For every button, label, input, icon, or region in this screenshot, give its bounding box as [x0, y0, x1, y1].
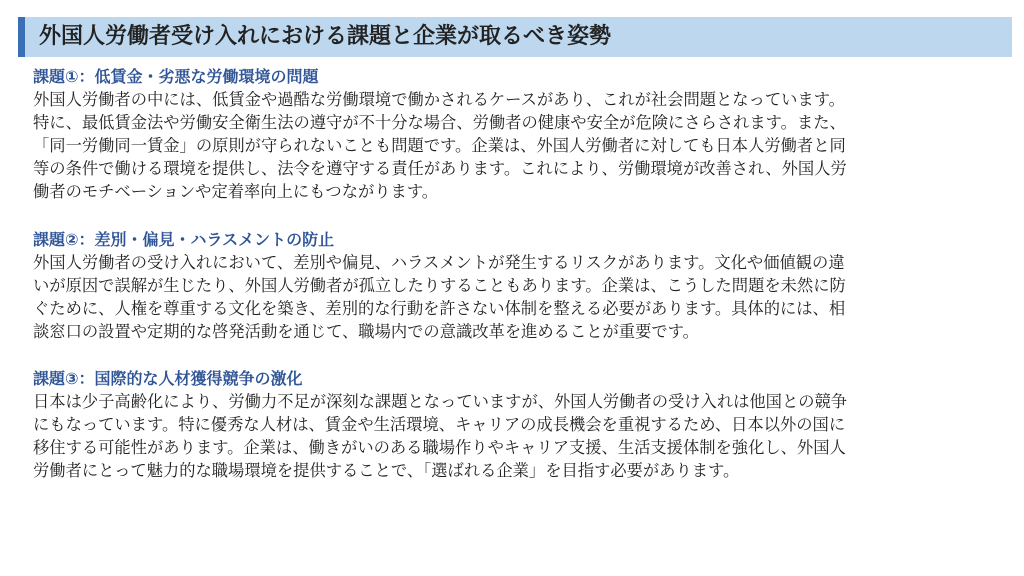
issue-heading-2: 課題②：差別・偏見・ハラスメントの防止	[33, 230, 335, 249]
issue-heading-3: 課題③：国際的な人材獲得競争の激化	[33, 369, 303, 388]
body-line: 等の条件で働ける環境を提供し、法令を遵守する責任があります。これにより、労働環境が改善され、外国人労	[33, 159, 847, 178]
body-line: いが原因で誤解が生じたり、外国人労働者が孤立したりすることもあります。企業は、こうした問題を未然に防	[33, 276, 846, 295]
issue-section-2	[33, 229, 999, 343]
page-title: 外国人労働者受け入れにおける課題と企業が取るべき姿勢	[39, 24, 612, 49]
issue-section-3	[33, 368, 999, 482]
body-line: 談窓口の設置や定期的な啓発活動を通じて、職場内での意識改革を進めることが重要です。	[33, 322, 699, 341]
body-line: ぐために、人権を尊重する文化を築き、差別的な行動を許さない体制を整える必要があります。具体的には、相	[33, 299, 846, 318]
body-line: 特に、最低賃金法や労働安全衛生法の遵守が不十分な場合、労働者の健康や安全が危険にさらされます。また、	[33, 113, 846, 132]
body-line: 「同一労働同一賃金」の原則が守られないことも問題です。企業は、外国人労働者に対しても日本人労働者と同	[33, 136, 846, 155]
body-line: 労働者にとって魅力的な職場環境を提供することで、「選ばれる企業」を目指す必要があります。	[33, 461, 740, 480]
issue-section-1	[33, 66, 999, 203]
body-line: 働者のモチベーションや定着率向上にもつながります。	[33, 182, 439, 201]
title-bar	[18, 17, 1012, 57]
issue-heading-1: 課題①：低賃金・劣悪な労働環境の問題	[33, 67, 319, 86]
body-line: 外国人労働者の受け入れにおいて、差別や偏見、ハラスメントが発生するリスクがあります。文化や価値観の違	[33, 253, 845, 272]
body-line: 日本は少子高齢化により、労働力不足が深刻な課題となっていますが、外国人労働者の受け入れは他国との競争	[33, 392, 848, 411]
body-line: 移住する可能性があります。企業は、働きがいのある職場作りやキャリア支援、生活支援体制を強化し、外国人	[33, 438, 846, 457]
body-line: にもなっています。特に優秀な人材は、賃金や生活環境、キャリアの成長機会を重視するため、日本以外の国に	[33, 415, 846, 434]
body-line: 外国人労働者の中には、低賃金や過酷な労働環境で働かされるケースがあり、これが社会問題となっています。	[33, 90, 845, 109]
